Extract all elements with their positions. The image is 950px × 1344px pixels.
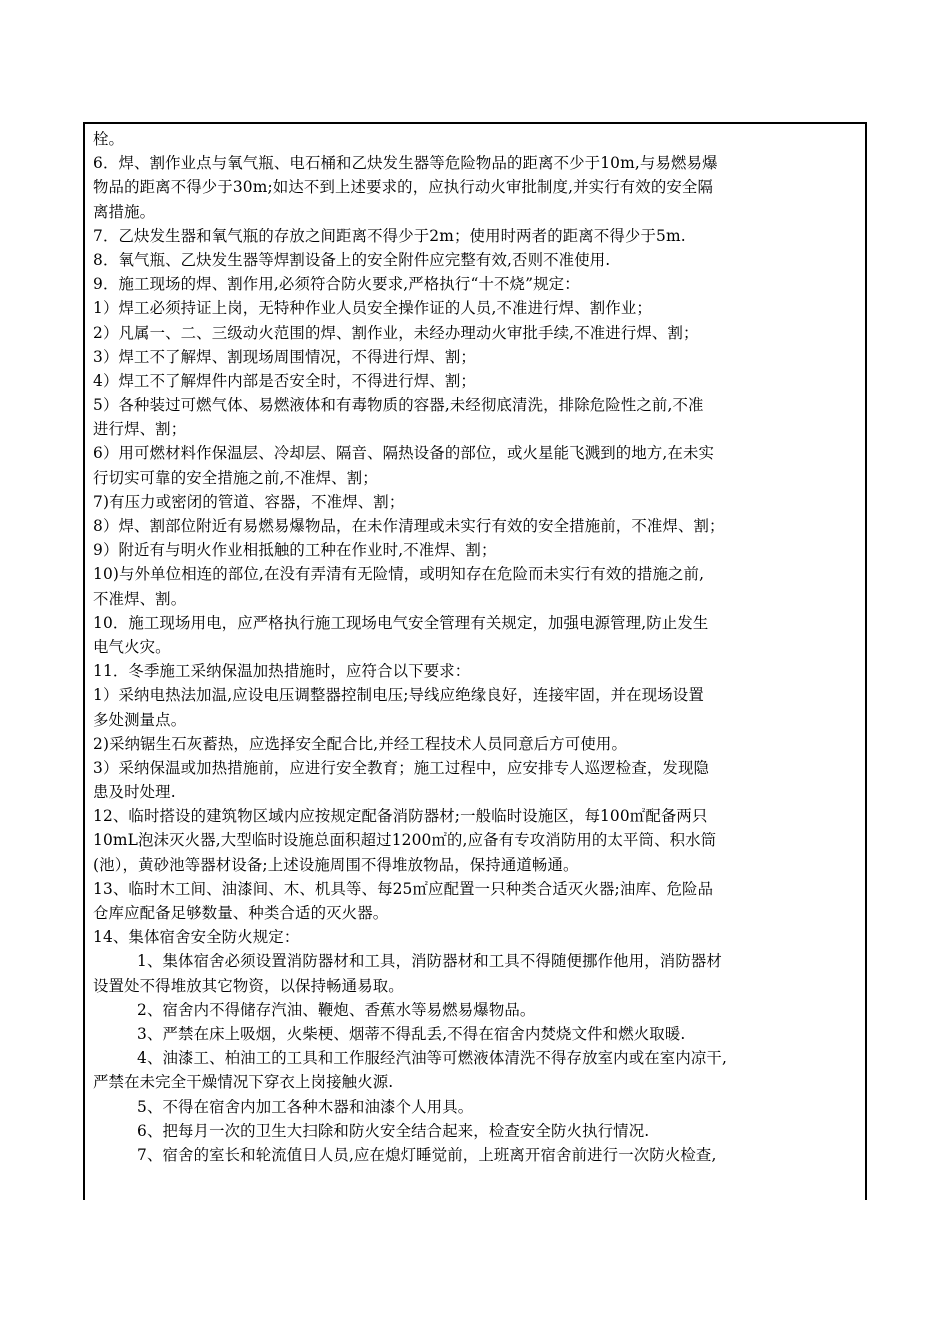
text-line: 患及时处理.	[93, 783, 176, 802]
text-line: 行切实可靠的安全措施之前,不准焊、割；	[93, 468, 378, 487]
text-line: 仓库应配备足够数量、种类合适的灭火器。	[93, 904, 389, 922]
text-line: 1、集体宿舍必须设置消防器材和工具，消防器材和工具不得随便挪作他用，消防器材	[137, 952, 722, 971]
text-line: 6．焊、割作业点与氧气瓶、电石桶和乙炔发生器等危险物品的距离不少于10m,与易燃易爆	[93, 154, 718, 173]
text-line: 3）焊工不了解焊、割现场周围情况，不得进行焊、割；	[93, 347, 476, 366]
text-line: 进行焊、割；	[93, 420, 187, 439]
text-line: 设置处不得堆放其它物资，以保持畅通易取。	[93, 976, 404, 995]
text-line: 物品的距离不得少于30m;如达不到上述要求的，应执行动火审批制度,并实行有效的安全隔	[93, 178, 714, 197]
text-line: 6、把每月一次的卫生大扫除和防火安全结合起来，检查安全防火执行情况.	[137, 1121, 650, 1140]
text-line: (池），黄砂池等器材设备;上述设施周围不得堆放物品，保持通道畅通。	[93, 855, 579, 874]
text-line: 3、严禁在床上吸烟，火柴梗、烟蒂不得乱丢,不得在宿舍内焚烧文件和燃火取暖.	[137, 1024, 686, 1043]
text-line: 4）焊工不了解焊件内部是否安全时，不得进行焊、割；	[93, 371, 476, 390]
text-line: 9）附近有与明火作业相抵触的工种在作业时,不准焊、割；	[93, 541, 497, 560]
text-line: 1）采纳电热法加温,应设电压调整器控制电压;导线应绝缘良好，连接牢固，并在现场设置	[93, 686, 704, 705]
text-line: 栓。	[93, 130, 125, 148]
text-line: 多处测量点。	[93, 710, 187, 729]
text-line: 2、宿舍内不得储存汽油、鞭炮、香蕉水等易燃易爆物品。	[137, 1000, 536, 1019]
text-line: 离措施。	[93, 202, 156, 221]
text-line: 5）各种装过可燃气体、易燃液体和有毒物质的容器,未经彻底清洗，排除危险性之前,不准	[93, 396, 704, 415]
text-line: 4、油漆工、柏油工的工具和工作服经汽油等可燃液体清洗不得存放室内或在室内凉干,	[137, 1049, 727, 1068]
text-line: 7．乙炔发生器和氧气瓶的存放之间距离不得少于2m；使用时两者的距离不得少于5m.	[93, 226, 686, 245]
text-line: 2)采纳锯生石灰蓄热，应选择安全配合比,并经工程技术人员同意后方可使用。	[93, 734, 627, 753]
text-line: 1）焊工必须持证上岗，无特种作业人员安全操作证的人员,不准进行焊、割作业；	[93, 299, 652, 318]
text-line: 电气火灾。	[93, 637, 171, 656]
text-line: 7、宿舍的室长和轮流值日人员,应在熄灯睡觉前，上班离开宿舍前进行一次防火检查,	[137, 1145, 717, 1164]
text-line: 8．氧气瓶、乙炔发生器等焊割设备上的安全附件应完整有效,否则不准使用.	[93, 250, 611, 269]
text-line: 2）凡属一、二、三级动火范围的焊、割作业，未经办理动火审批手续,不准进行焊、割；	[93, 323, 699, 342]
text-line: 10mL泡沫灭火器,大型临时设施总面积超过1200㎡的,应备有专攻消防用的太平筒、积水筒	[93, 831, 717, 850]
text-line: 3）采纳保温或加热措施前，应进行安全教育；施工过程中，应安排专人巡逻检查，发现隐	[93, 758, 710, 777]
text-line: 11．冬季施工采纳保温加热措施时，应符合以下要求：	[93, 662, 471, 681]
text-line: 不准焊、割。	[93, 589, 187, 608]
text-line: 6）用可燃材料作保温层、冷却层、隔音、隔热设备的部位，或火星能飞溅到的地方,在未实	[93, 444, 715, 463]
text-line: 8）焊、割部位附近有易燃易爆物品，在未作清理或未实行有效的安全措施前，不准焊、割；	[93, 517, 725, 535]
text-line: 7)有压力或密闭的管道、容器，不准焊、割；	[93, 492, 405, 511]
text-line: 5、不得在宿舍内加工各种木器和油漆个人用具。	[137, 1097, 474, 1116]
text-line: 13、临时木工间、油漆间、木、机具等、每25㎡应配置一只种类合适灭火器;油库、危险品	[93, 879, 714, 898]
text-line: 严禁在未完全干燥情况下穿衣上岗接触火源.	[93, 1073, 394, 1092]
document-table-cell	[83, 122, 867, 1200]
text-line: 14、集体宿舍安全防火规定：	[93, 928, 300, 947]
text-line: 9．施工现场的焊、割作用,必须符合防火要求,严格执行“十不烧”规定：	[93, 275, 580, 294]
text-line: 12、临时搭设的建筑物区域内应按规定配备消防器材;一般临时设施区，每100㎡配备两只	[93, 807, 708, 826]
text-line: 10．施工现场用电，应严格执行施工现场电气安全管理有关规定，加强电源管理,防止发生	[93, 613, 709, 632]
text-line: 10)与外单位相连的部位,在没有弄清有无险情，或明知存在危险而未实行有效的措施之前,	[93, 565, 705, 584]
